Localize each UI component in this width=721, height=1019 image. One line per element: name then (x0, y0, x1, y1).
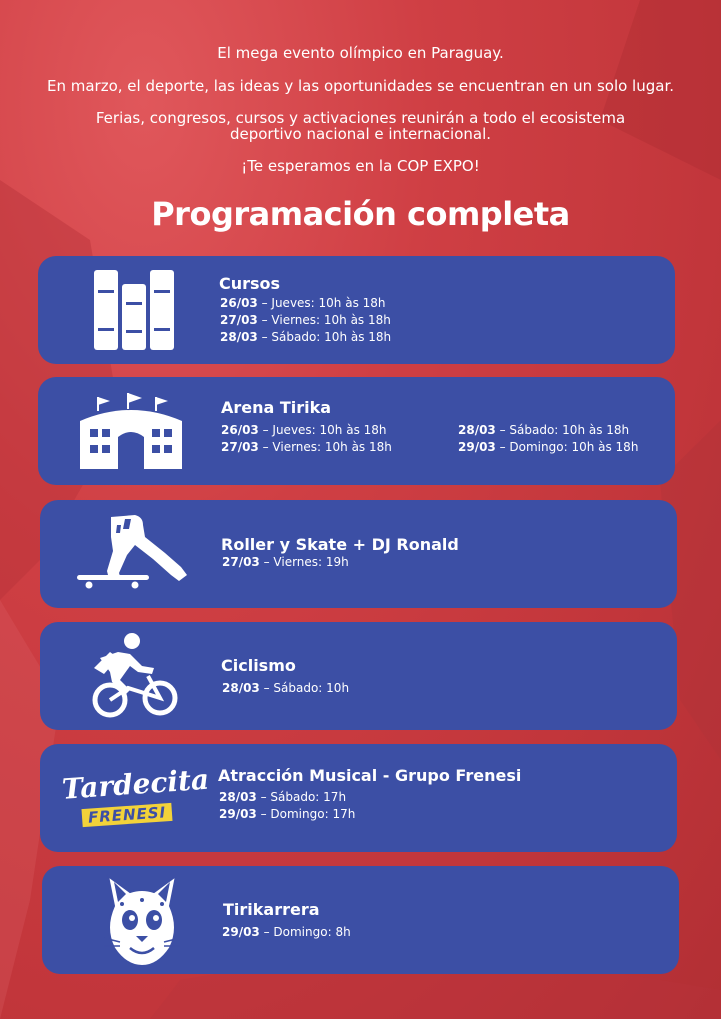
event-title-roller-skate: Roller y Skate + DJ Ronald (221, 535, 459, 554)
event-title-atraccion-musical: Atracción Musical - Grupo Frenesi (218, 766, 522, 785)
schedule-row: 29/03 – Domingo: 8h (222, 925, 351, 939)
event-card-tirikarrera (42, 866, 679, 974)
logo-text-tardecita: Tardecita (60, 762, 211, 806)
tardecita-frenesi-logo (60, 762, 211, 840)
schedule-row: 29/03 – Domingo: 17h (219, 807, 356, 821)
intro-line-3b: deportivo nacional e internacional. (229, 125, 492, 143)
event-title-cursos: Cursos (219, 274, 281, 293)
books-icon (94, 268, 176, 352)
skater-icon (73, 515, 193, 591)
schedule-row: 28/03 – Sábado: 10h às 18h (220, 330, 392, 344)
schedule-row: 26/03 – Jueves: 10h às 18h (221, 423, 387, 437)
event-card-atraccion-musical (40, 744, 677, 852)
intro-line-1: El mega evento olímpico en Paraguay. (217, 44, 504, 62)
schedule-row: 26/03 – Jueves: 10h às 18h (220, 296, 386, 310)
event-title-ciclismo: Ciclismo (221, 656, 296, 675)
event-title-arena-tirika: Arena Tirika (221, 398, 332, 417)
cyclist-icon (90, 632, 180, 718)
stadium-icon (78, 393, 184, 469)
event-card-roller-skate (40, 500, 677, 608)
schedule-row: 28/03 – Sábado: 10h às 18h (458, 423, 630, 437)
event-card-arena-tirika (38, 377, 675, 485)
page-title: Programación completa (151, 195, 570, 233)
schedule-row: 29/03 – Domingo: 10h às 18h (458, 440, 639, 454)
schedule-row: 27/03 – Viernes: 19h (222, 555, 349, 569)
intro-line-4: ¡Te esperamos en la COP EXPO! (241, 157, 480, 175)
schedule-row: 28/03 – Sábado: 17h (219, 790, 347, 804)
logo-text-frenesi: FRENESI (81, 803, 172, 827)
schedule-row: 28/03 – Sábado: 10h (222, 681, 350, 695)
schedule-row: 27/03 – Viernes: 10h às 18h (220, 313, 391, 327)
schedule-row: 27/03 – Viernes: 10h às 18h (221, 440, 392, 454)
event-title-tirikarrera: Tirikarrera (223, 900, 320, 919)
jaguar-mascot-icon (100, 872, 184, 968)
event-card-ciclismo (40, 622, 677, 730)
event-card-cursos (38, 256, 675, 364)
intro-line-2: En marzo, el deporte, las ideas y las oportunidades se encuentran en un solo lugar. (47, 77, 674, 95)
intro-line-3a: Ferias, congresos, cursos y activaciones reunirán a todo el ecosistema (95, 109, 626, 127)
